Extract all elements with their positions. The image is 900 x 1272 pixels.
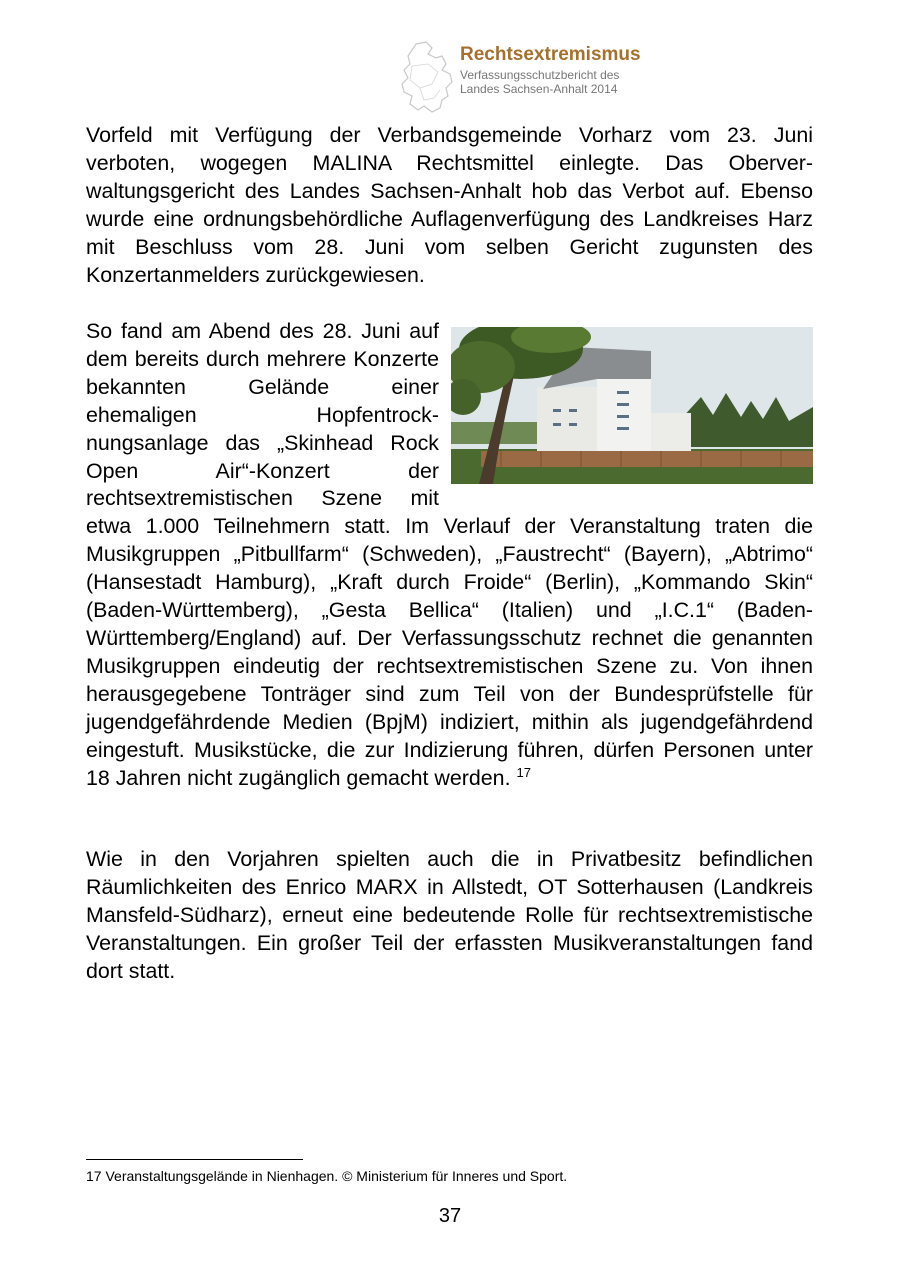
page-number: 37	[438, 1205, 462, 1227]
header-subtitle-line1: Verfassungsschutzbericht des	[460, 68, 620, 82]
footnote-separator	[86, 1159, 303, 1160]
paragraph-3: Wie in den Vorjahren spielten auch die in Privatbesitz befindlichen Räumlichkeiten des Enrico MARX in Allstedt, OT Sotterhausen (Landkreis Mansfeld-Südharz), erneut eine bedeutende Rolle für rechtsextremistische Veranstaltungen. Ein großer Teil der erfassten Musikveranstaltungen fand dort statt.	[86, 847, 813, 983]
paragraph-2	[86, 318, 813, 792]
footnote-17: 17 Veranstaltungsgelände in Nienhagen. © Ministerium für Inneres und Sport.	[86, 1168, 568, 1184]
paragraph-1: Vorfeld mit Verfügung der Verbandsgemeinde Vorharz vom 23. Juni verboten, wogegen MALINA Rechtsmittel einlegte. Das Oberverwaltungsgericht des Landes Sachsen-Anhalt hob das Verbot auf. Ebenso wurde eine ordnungsbehördliche Auflagenverfügung des Landkreises Harz mit Beschluss vom 28. Juni vom selben Gericht zugunsten des Konzertanmelders zurückgewiesen.	[86, 123, 813, 287]
footnote-reference-17[interactable]: 17	[516, 764, 531, 780]
paragraph-2-text: So fand am Abend des 28. Juni auf dem bereits durch mehrere Konzerte bekannten Gelände einer ehemaligen Hopfentrocknungsanlage das „Skinhead Rock Open Air“-Konzert der rechtsextremistischen Szene mit etwa 1.000 Teilnehmern statt. Im Verlauf der Veranstaltung traten die Musikgruppen „Pitbullfarm“ (Schweden), „Faustrecht“ (Bayern), „Abtrimo“ (Hansestadt Hamburg), „Kraft durch Froide“ (Berlin), „Kommando Skin“ (Baden-Württemberg), „Gesta Bellica“ (Italien) und „I.C.1“ (Baden-Württemberg/England) auf. Der Verfassungsschutz rechnet die genannten Musikgruppen eindeutig der rechtsextremistischen Szene zu. Von ihnen herausgegebene Tonträger sind zum Teil von der Bundesprüfstelle für jugendgefährdende Medien (BpjM) indiziert, mithin als jugendgefährdend eingestuft. Musikstücke, die zur Indizierung führen, dürfen Personen unter 18 Jahren nicht zugänglich gemacht werden.	[86, 319, 813, 790]
concert-venue-photo	[451, 327, 813, 484]
map-saxony-anhalt-icon	[398, 40, 456, 114]
header-subtitle	[460, 68, 619, 96]
page-header	[398, 40, 698, 118]
header-title: Rechtsextremismus	[460, 44, 641, 65]
header-subtitle-line2: Landes Sachsen-Anhalt 2014	[460, 82, 618, 96]
